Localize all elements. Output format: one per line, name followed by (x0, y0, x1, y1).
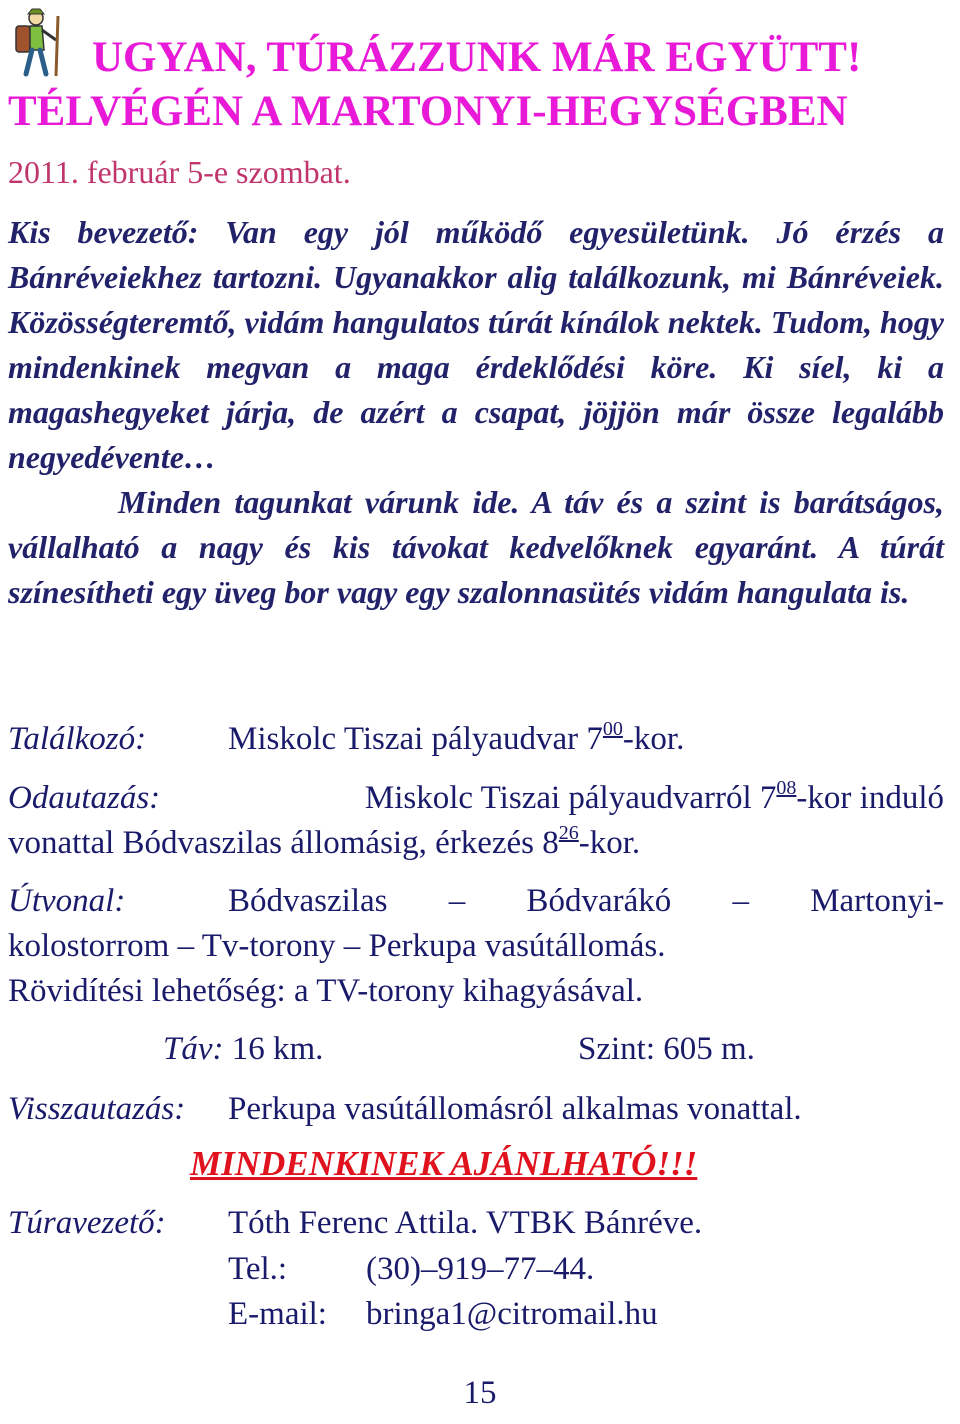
meeting-value: Miskolc Tiszai pályaudvar $7^{00}$-kor. (228, 718, 685, 757)
departure-value: Miskolc Tiszai pályaudvarról $7^{08}$-kor induló (364, 777, 944, 816)
guide-row (8, 1200, 944, 1246)
hiker-icon (6, 6, 76, 78)
route-row (8, 878, 944, 924)
meeting-label: Találkozó: (8, 721, 147, 757)
distance: Táv: 16 km. (163, 1031, 324, 1067)
intro-paragraph-1: Kis bevezető: Van egy jól működő egyesületünk. Jó érzés a Bánréveiekhez tartozni. Ugyanakkor alig találkozunk, mi Bánréveiek. Közösségteremtő, vidám hangulatos túrát kínálok nektek. Tudom, hogy mindenkinek megvan a maga érdeklődési köre. Ki síel, ki a magashegyeket járja, de azért a csapat, jöjjön már össze legalább negyedévente… (8, 214, 944, 475)
route-line-2: kolostorrom – Tv-torony – Perkupa vasútállomás. (8, 928, 666, 964)
email-value[interactable]: bringa1@citromail.hu (366, 1296, 658, 1332)
email-label: E-mail: (228, 1296, 327, 1332)
phone-value: (30)–919–77–44. (366, 1251, 595, 1287)
route-shortcut: Rövidítési lehetőség: a TV-torony kihagyásával. (8, 973, 644, 1009)
event-date: 2011. február 5-e szombat. (8, 154, 351, 190)
intro-paragraph-2: Minden tagunkat várunk ide. A táv és a szint is barátságos, vállalható a nagy és kis távokat kedvelőknek egyaránt. A túrát színesítheti egy üveg bor vagy egy szalonnasütés vidám hangulata is. (8, 484, 944, 610)
recommend-banner: MINDENKINEK AJÁNLHATÓ!!! (190, 1144, 698, 1183)
intro-text (8, 210, 944, 615)
guide-label: Túravezető: (8, 1205, 166, 1241)
route-line-1: Bódvaszilas – Bódvarákó – Martonyi- (228, 883, 944, 919)
departure-label: Odautazás: (8, 780, 161, 816)
page-number: 15 (463, 1375, 497, 1411)
departure-row (8, 775, 944, 821)
phone-label: Tel.: (228, 1251, 288, 1287)
level: Szint: 605 m. (578, 1031, 755, 1067)
return-label: Visszautazás: (8, 1091, 186, 1127)
title-line-2: TÉLVÉGÉN A MARTONYI-HEGYSÉGBEN (8, 88, 848, 135)
meeting-row (8, 716, 944, 762)
title-line-1: UGYAN, TÚRÁZZUNK MÁR EGYÜTT! (92, 34, 862, 81)
departure-line-2: vonattal Bódvaszilas állomásig, érkezés $8^{26}$-kor. (8, 822, 641, 861)
route-label: Útvonal: (8, 883, 126, 919)
guide-name: Tóth Ferenc Attila. VTBK Bánréve. (228, 1205, 703, 1241)
return-value: Perkupa vasútállomásról alkalmas vonattal. (228, 1091, 802, 1127)
return-row (8, 1086, 944, 1132)
